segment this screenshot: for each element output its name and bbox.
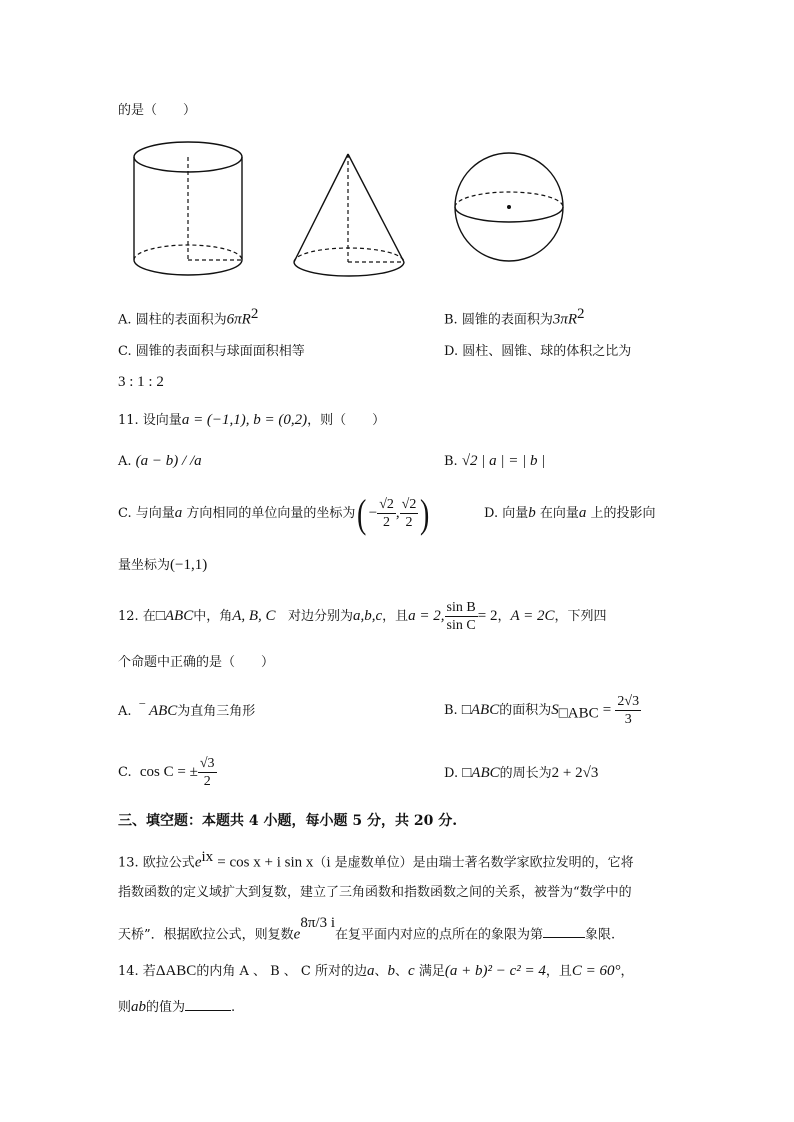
q12-eq3: A = 2C: [510, 608, 555, 624]
comma: ,: [395, 505, 400, 521]
q11-stem-post: ，则（ ）: [307, 413, 386, 428]
q14-answer-blank[interactable]: [185, 1010, 231, 1011]
q12-sides: a,b,c: [352, 608, 383, 624]
q11-option-d-mid: 在向量: [539, 506, 579, 521]
cylinder-figure: [128, 138, 250, 280]
q11-option-d-vector-a: a: [578, 505, 587, 521]
q12-stem-line2: 个命题中正确的是（ ）: [118, 655, 275, 670]
q11-option-d-coords: (−1,1): [170, 557, 208, 573]
q12-option-b-frac: $\frac{2√3}{3}$: [617, 694, 640, 727]
q11-option-a-math: (a − b) / /a: [135, 453, 202, 469]
q12-eq1: a = 2,: [408, 608, 445, 624]
q12-angles: A, B, C: [232, 608, 276, 624]
q10-option-b-exp: 2: [577, 306, 585, 322]
q11-option-b[interactable]: [444, 452, 545, 471]
q11-option-d-post: 上的投影向: [590, 506, 656, 521]
q10-option-b-math: 3πR: [552, 311, 578, 328]
q13-answer-blank[interactable]: [543, 937, 585, 938]
q11-option-d-vector-b: b: [528, 505, 536, 521]
section-heading: 三、填空题：本题共 4 小题，每小题 5 分，共 20 分.: [118, 813, 458, 829]
sphere-figure: [452, 150, 568, 266]
q10-option-d-continued: 3 : 1 : 2: [118, 374, 164, 390]
q11-option-c-pre: C. 与向量: [118, 506, 175, 521]
q11-option-a-label: A.: [118, 454, 132, 469]
q12-stem: 12. 在□ABC中，角A, B, C 对边分别为a,b,c，且a = 2, $\frac{\text{sin B}}{\text{sin C}}$ = 2，A = 2C，下列四: [118, 600, 607, 633]
q10-option-a-exp: 2: [250, 306, 259, 322]
q12-option-c-frac: $\frac{√3}{2}$: [199, 756, 215, 789]
q11-option-c-frac2: $\frac{√2}{2}$: [401, 497, 417, 530]
q10-option-a-text: A. 圆柱的表面积为: [118, 312, 227, 328]
minus-sign: −: [368, 505, 378, 521]
q12-option-d[interactable]: D. □ABC的周长为2 + 2√3: [444, 765, 599, 781]
q11-option-d-pre: D. 向量: [484, 506, 529, 521]
q10-stem-tail: 的是（ ）: [118, 103, 197, 118]
q12-option-b[interactable]: B. □ABC的面积为$S_{□ABC}$ = $\frac{2√3}{3}$: [444, 694, 640, 727]
q11-stem-math: a = (−1,1), b = (0,2): [181, 412, 308, 428]
cone-figure: [290, 150, 410, 282]
q12-option-c[interactable]: C. cos C = ± $\frac{√3}{2}$: [118, 756, 215, 789]
q10-option-b-text: B. 圆锥的表面积为: [444, 312, 553, 328]
q11-stem-pre: 11. 设向量: [118, 413, 182, 428]
q11-option-c-vector: a: [174, 505, 183, 521]
q11-option-b-math: √2 | a | = | b |: [461, 453, 546, 469]
q10-option-d[interactable]: D. 圆柱、圆锥、球的体积之比为: [444, 344, 632, 359]
q12-option-a[interactable]: A. ‾ ABC为直角三角形: [118, 703, 256, 719]
q14-line2: 则ab的值为 .: [118, 999, 236, 1015]
q11-option-c-frac1: $\frac{√2}{2}$: [379, 497, 394, 530]
q13-line3: 天桥”．根据欧拉公式，则复数$e^{8\pi/3 i}$在复平面内对应的点所在的象限为第 象限.: [118, 915, 616, 943]
right-paren: ): [420, 490, 430, 536]
q10-option-b[interactable]: [444, 305, 585, 329]
q10-option-c[interactable]: C. 圆锥的表面积与球面面积相等: [118, 344, 305, 359]
q12-sin-ratio: $\frac{\text{sin B}}{\text{sin C}}$: [446, 600, 476, 633]
q13-line2: 指数函数的定义域扩大到复数，建立了三角函数和指数函数之间的关系，被誉为“数学中的: [118, 885, 632, 900]
q10-option-a-math: 6πR: [226, 311, 251, 328]
q11-option-d-continued: 量坐标为(−1,1): [118, 557, 208, 573]
q11-option-c[interactable]: [118, 490, 432, 537]
q11-option-d[interactable]: [484, 504, 656, 523]
q11-stem: [118, 411, 385, 430]
q14-line1: 14. 若ΔABC的内角 A 、 B 、 C 所对的边a、b、c 满足(a + b)² − c² = 4，且C = 60°，: [118, 963, 634, 979]
q12-triangle: □ABC: [155, 608, 194, 624]
q11-option-b-label: B.: [444, 454, 458, 469]
q11-option-c-mid: 方向相同的单位向量的坐标为: [186, 506, 356, 521]
q11-option-a[interactable]: [118, 452, 202, 471]
q10-option-a[interactable]: [118, 305, 258, 329]
q13-line1: 13. 欧拉公式$e^{ix} = \cos x + i$ sin x（i 是虚数单位）是由瑞士著名数学家欧拉发明的，它将: [118, 849, 634, 871]
left-paren: (: [357, 490, 367, 536]
